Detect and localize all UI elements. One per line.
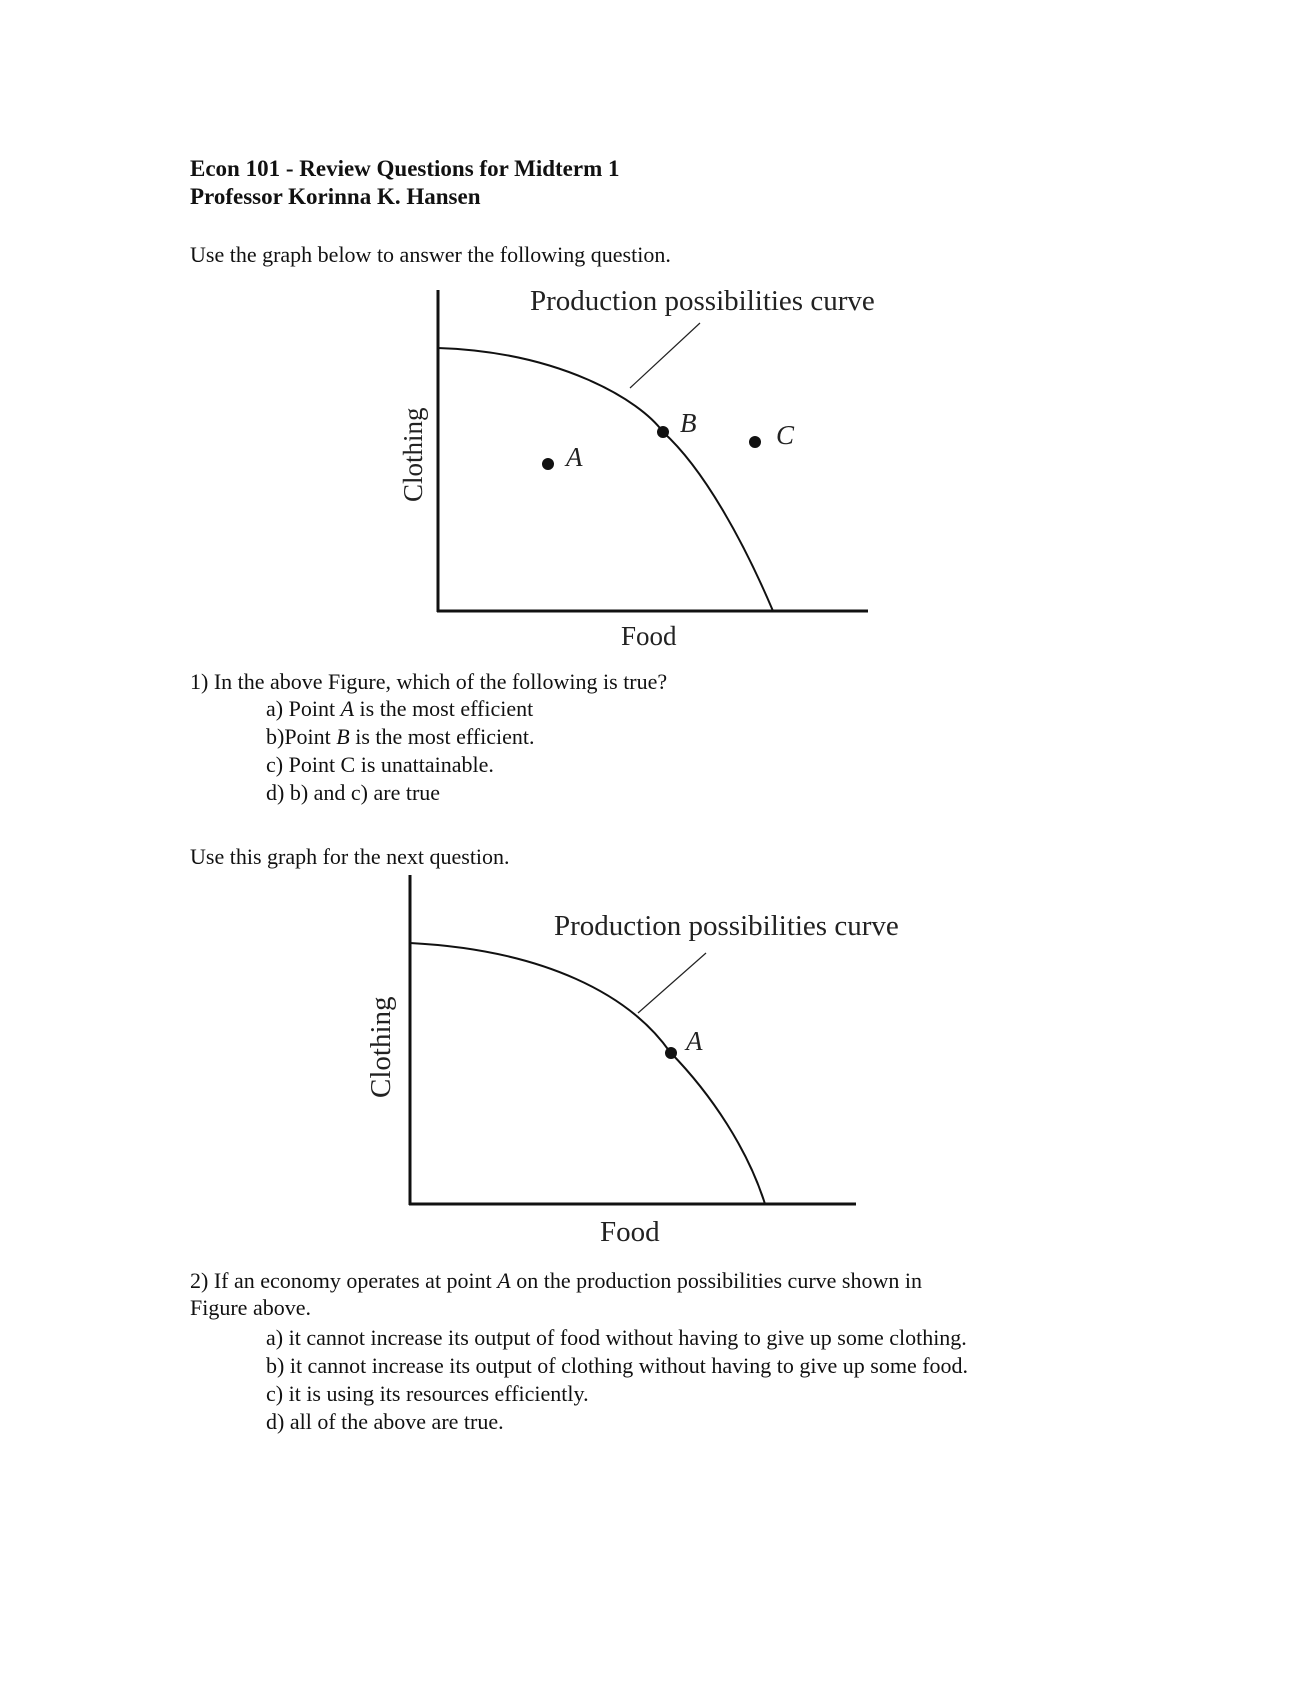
x-axis-label: Food [621,621,677,651]
ppc-figure-1 [395,285,915,660]
point-c [749,436,761,448]
y-axis-label: Clothing [398,407,428,502]
question-1-option-a: a) Point A is the most efficient [266,696,534,721]
question-1-option-d: d) b) and c) are true [266,780,441,805]
section1-intro: Use the graph below to answer the following question. [190,242,671,267]
point-a [542,458,554,470]
question-1-stem: 1) In the above Figure, which of the following is true? [190,669,668,694]
course-title: Econ 101 - Review Questions for Midterm 1 [190,156,620,181]
ppc-curve [438,348,773,611]
ppc-figure-2 [355,870,945,1255]
curve-leader-line [638,953,706,1013]
question-1-option-b: b)Point B is the most efficient. [266,724,535,749]
question-2-stem: 2) If an economy operates at point A on the production possibilities curve shown in [190,1268,922,1293]
point-a-label: A [566,442,583,472]
professor-name: Professor Korinna K. Hansen [190,184,481,209]
question-2-options [266,1324,968,1436]
point-b [657,426,669,438]
question-2-option-c: c) it is using its resources efficiently. [266,1381,589,1406]
question-2-option-d: d) all of the above are true. [266,1409,504,1434]
point-b-label: B [680,408,697,438]
curve-label: Production possibilities curve [530,285,875,317]
curve-leader-line [630,323,700,388]
question-2-option-b: b) it cannot increase its output of clothing without having to give up some food. [266,1353,969,1378]
point-c-label: C [776,420,795,450]
curve-label: Production possibilities curve [554,910,899,942]
question-1-option-c: c) Point C is unattainable. [266,752,494,777]
point-a [665,1047,677,1059]
y-axis-label: Clothing [365,996,397,1098]
x-axis-label: Food [600,1216,660,1248]
question-1-options [266,695,534,807]
point-a-label: A [686,1026,703,1056]
question-2-stem-line2: Figure above. [190,1295,311,1320]
section2-intro: Use this graph for the next question. [190,844,510,869]
ppc-curve [410,943,765,1204]
question-2-option-a: a) it cannot increase its output of food without having to give up some clothing. [266,1325,967,1350]
